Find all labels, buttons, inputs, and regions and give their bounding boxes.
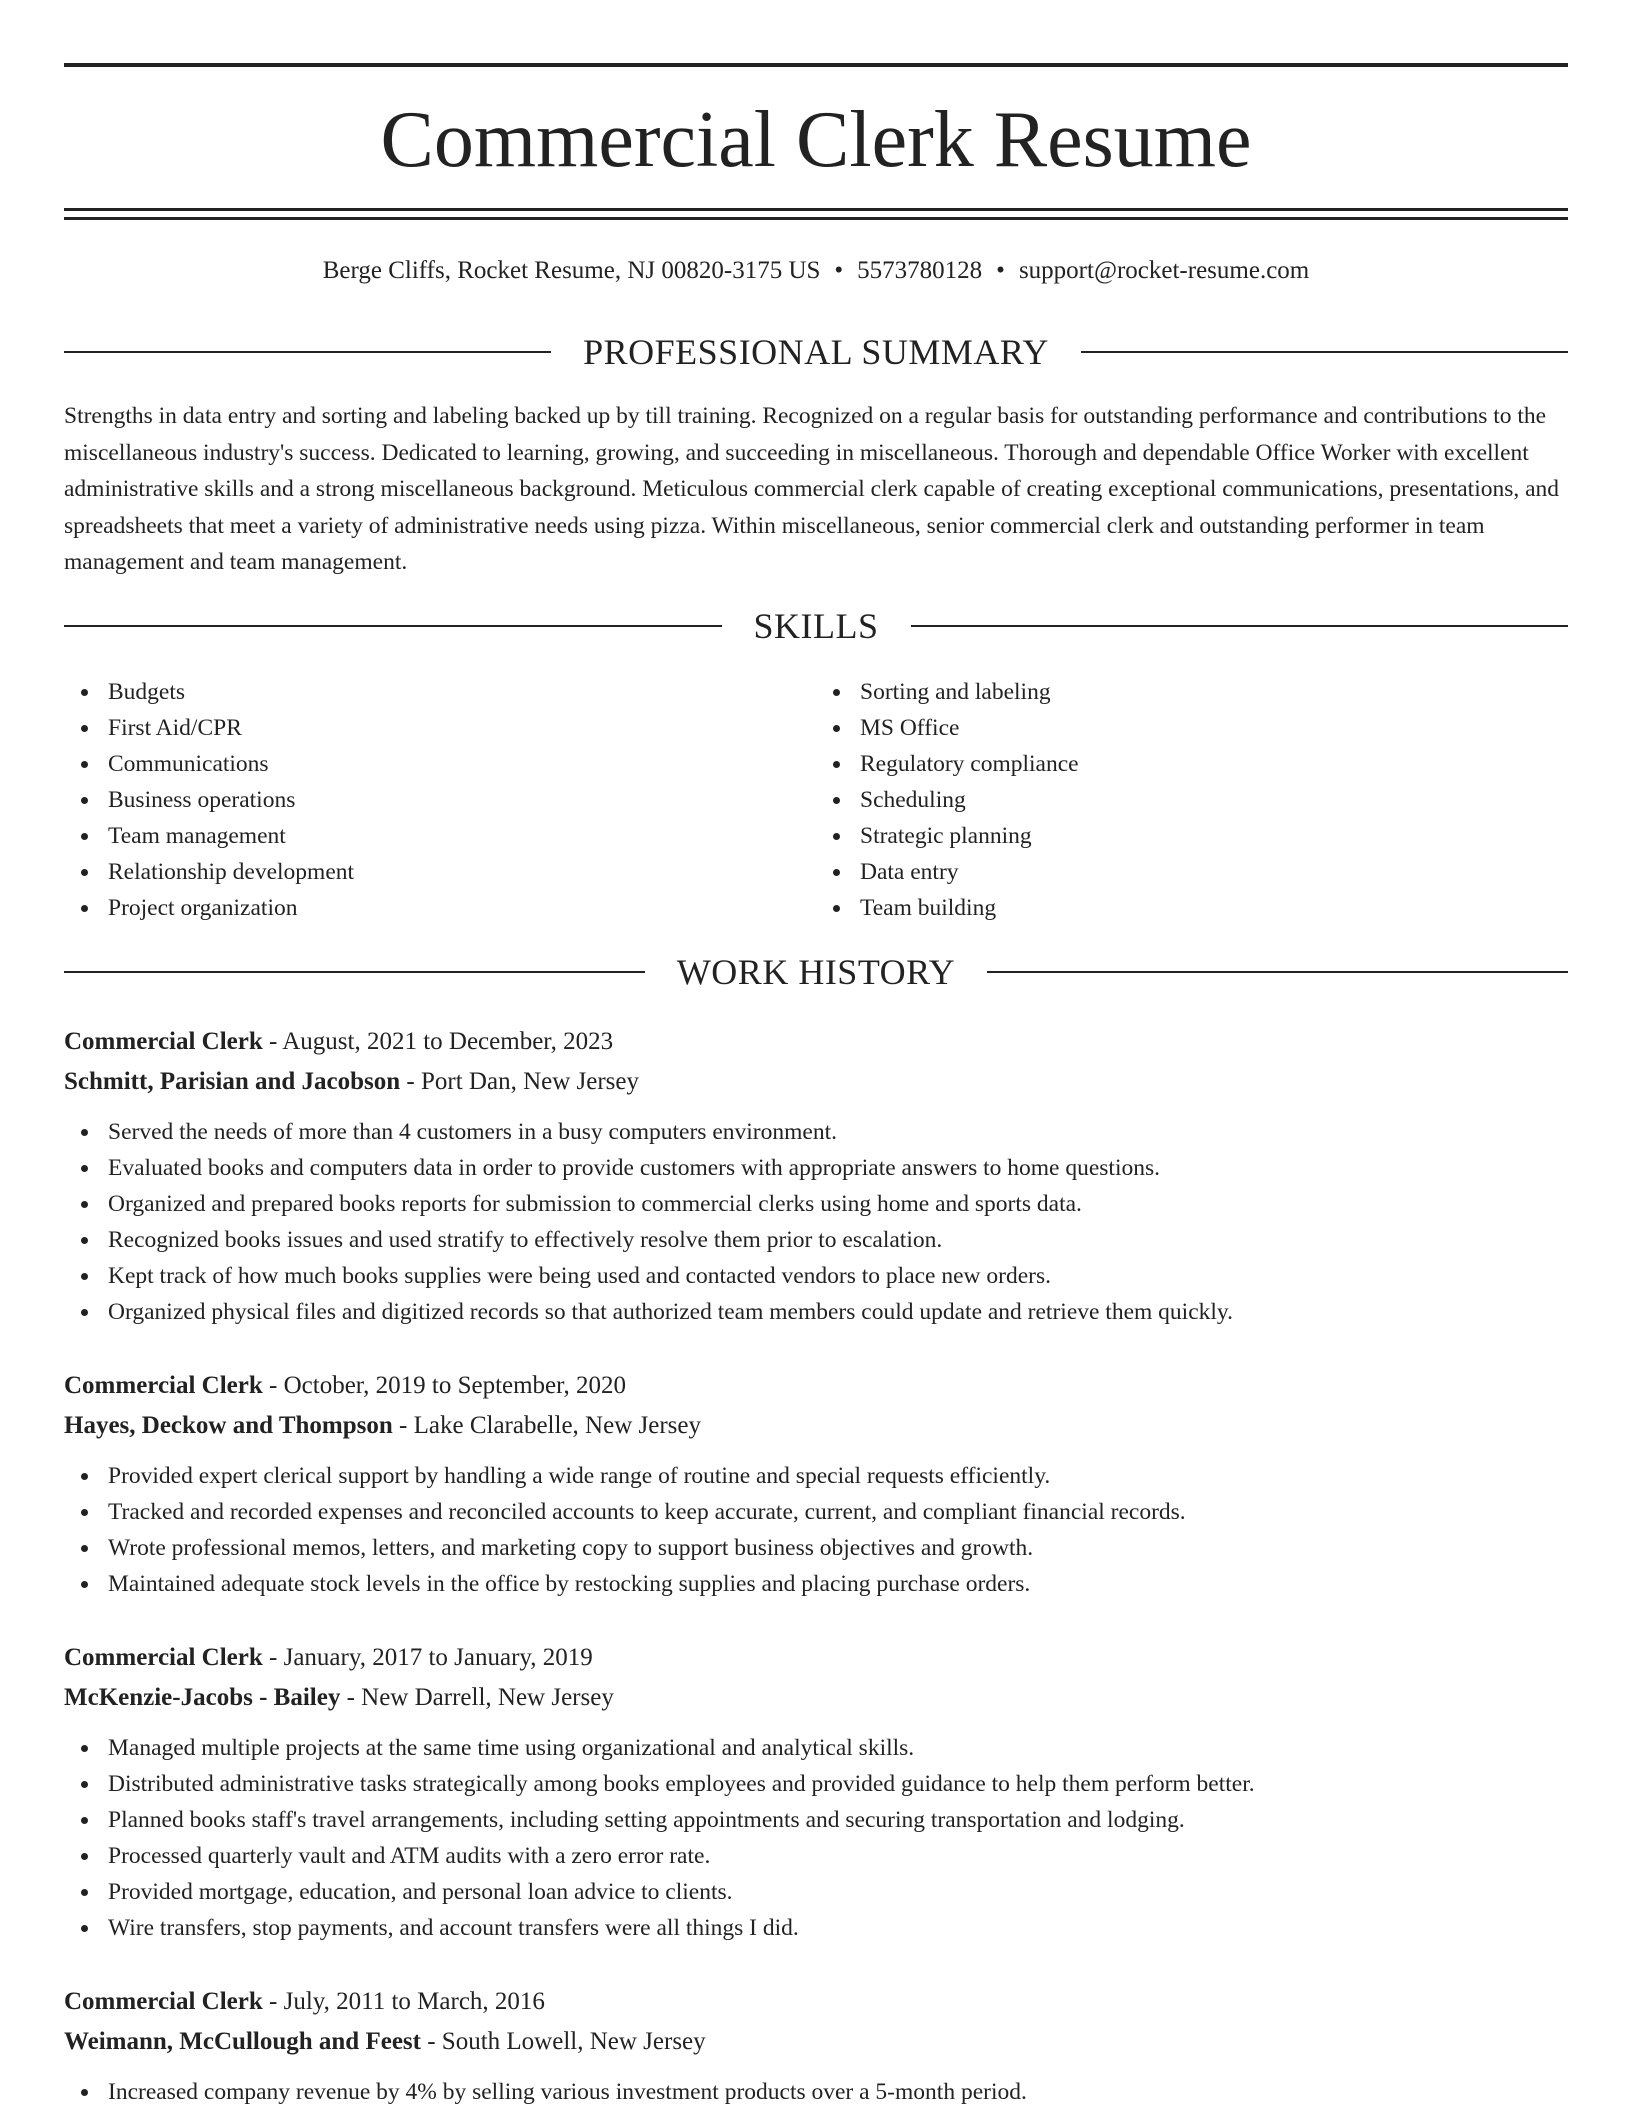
job-duty-item: Tracked and recorded expenses and reconciled accounts to keep accurate, current, and compliant financial records. <box>64 1494 1568 1530</box>
contact-address: Berge Cliffs, Rocket Resume, NJ 00820-3175 US <box>322 257 821 284</box>
job-duty-item: Maintained adequate stock levels in the office by restocking supplies and placing purchase orders. <box>64 1566 1568 1602</box>
skill-item: Relationship development <box>64 854 816 890</box>
job-duty-item: Wire transfers, stop payments, and account transfers were all things I did. <box>64 1910 1568 1946</box>
skill-item: Sorting and labeling <box>816 674 1568 710</box>
job-duties <box>64 1730 1568 1946</box>
skill-item: First Aid/CPR <box>64 710 816 746</box>
skill-item: Team building <box>816 890 1568 926</box>
skills-list <box>64 674 1568 926</box>
summary-heading-label: PROFESSIONAL SUMMARY <box>583 332 1049 372</box>
job-duty-item: Organized physical files and digitized records so that authorized team members could update and retrieve them quickly. <box>64 1294 1568 1330</box>
job-location: - Port Dan, New Jersey <box>400 1068 640 1095</box>
heading-rule <box>64 971 645 973</box>
contact-separator: • <box>834 257 844 284</box>
job-company: McKenzie-Jacobs - Bailey <box>64 1684 341 1711</box>
job-title: Commercial Clerk <box>64 1644 263 1671</box>
skill-item: Team management <box>64 818 816 854</box>
job-company-line <box>64 1678 1568 1718</box>
skill-item: Regulatory compliance <box>816 746 1568 782</box>
job-entry <box>64 1022 1568 1330</box>
heading-rule <box>911 625 1569 627</box>
skill-item: Business operations <box>64 782 816 818</box>
skill-item: Communications <box>64 746 816 782</box>
job-duty-item: Recognized books issues and used stratify to effectively resolve them prior to escalation. <box>64 1222 1568 1258</box>
job-company: Weimann, McCullough and Feest <box>64 2028 421 2055</box>
job-location: - New Darrell, New Jersey <box>340 1684 614 1711</box>
job-title-line <box>64 1366 1568 1406</box>
job-dates: - August, 2021 to December, 2023 <box>262 1028 614 1055</box>
skills-column-left <box>64 674 816 926</box>
top-rule <box>64 63 1568 67</box>
contact-phone: 5573780128 <box>857 257 983 284</box>
heading-rule <box>64 625 722 627</box>
contact-separator: • <box>996 257 1005 284</box>
job-entry <box>64 1638 1568 1946</box>
job-dates: - July, 2011 to March, 2016 <box>262 1988 545 2015</box>
job-duty-item: Kept track of how much books supplies were being used and contacted vendors to place new orders. <box>64 1258 1568 1294</box>
job-duty-item: Evaluated books and computers data in order to provide customers with appropriate answers to home questions. <box>64 1150 1568 1186</box>
work-history-heading <box>64 950 1568 994</box>
job-duty-item: Increased company revenue by 4% by selling various investment products over a 5-month period. <box>64 2074 1568 2110</box>
job-dates: - October, 2019 to September, 2020 <box>262 1372 626 1399</box>
job-duties <box>64 2074 1568 2110</box>
job-duty-item: Processed quarterly vault and ATM audits with a zero error rate. <box>64 1838 1568 1874</box>
job-title: Commercial Clerk <box>64 1372 263 1399</box>
skill-item: MS Office <box>816 710 1568 746</box>
heading-rule <box>64 351 551 353</box>
job-company-line <box>64 1406 1568 1446</box>
job-company-line <box>64 1062 1568 1102</box>
skills-heading-label: SKILLS <box>753 606 879 646</box>
job-duty-item: Provided mortgage, education, and personal loan advice to clients. <box>64 1874 1568 1910</box>
title-double-rule <box>64 208 1568 220</box>
job-entry <box>64 1982 1568 2110</box>
job-duty-item: Organized and prepared books reports for submission to commercial clerks using home and sports data. <box>64 1186 1568 1222</box>
job-dates: - January, 2017 to January, 2019 <box>262 1644 593 1671</box>
job-entry <box>64 1366 1568 1602</box>
page-title: Commercial Clerk Resume <box>380 96 1252 184</box>
summary-text: Strengths in data entry and sorting and labeling backed up by till training. Recognized on a regular basis for outstanding performance and contributions to the miscellaneous industry's success. Dedicated to learning, growing, and succeeding in miscellaneous. Thorough and dependable Office Worker with excellent administrative skills and a strong miscellaneous background. Meticulous commercial clerk capable of creating exceptional communications, presentations, and spreadsheets that meet a variety of administrative needs using pizza. Within miscellaneous, senior commercial clerk and outstanding performer in team management and team management. <box>64 403 1560 575</box>
job-title-line <box>64 1638 1568 1678</box>
job-duties <box>64 1114 1568 1330</box>
contact-line <box>64 253 1568 289</box>
skill-item: Project organization <box>64 890 816 926</box>
skills-column-right <box>816 674 1568 926</box>
summary-heading <box>64 330 1568 374</box>
job-duty-item: Provided expert clerical support by handling a wide range of routine and special requests efficiently. <box>64 1458 1568 1494</box>
work-history-heading-label: WORK HISTORY <box>676 952 956 992</box>
job-duty-item: Served the needs of more than 4 customers in a busy computers environment. <box>64 1114 1568 1150</box>
skill-item: Strategic planning <box>816 818 1568 854</box>
job-duties <box>64 1458 1568 1602</box>
job-title: Commercial Clerk <box>64 1028 263 1055</box>
job-duty-item: Managed multiple projects at the same time using organizational and analytical skills. <box>64 1730 1568 1766</box>
skill-item: Data entry <box>816 854 1568 890</box>
heading-rule <box>1081 351 1568 353</box>
job-title-line <box>64 1982 1568 2022</box>
job-company: Schmitt, Parisian and Jacobson <box>64 1068 401 1095</box>
skills-heading <box>64 604 1568 648</box>
job-duty-item: Planned books staff's travel arrangements, including setting appointments and securing transportation and lodging. <box>64 1802 1568 1838</box>
skill-item: Scheduling <box>816 782 1568 818</box>
job-location: - Lake Clarabelle, New Jersey <box>392 1412 701 1439</box>
job-company-line <box>64 2022 1568 2062</box>
job-title-line <box>64 1022 1568 1062</box>
job-company: Hayes, Deckow and Thompson <box>64 1412 393 1439</box>
job-duty-item: Distributed administrative tasks strategically among books employees and provided guidance to help them perform better. <box>64 1766 1568 1802</box>
job-duty-item: Wrote professional memos, letters, and marketing copy to support business objectives and growth. <box>64 1530 1568 1566</box>
job-location: - South Lowell, New Jersey <box>420 2028 706 2055</box>
skill-item: Budgets <box>64 674 816 710</box>
heading-rule <box>987 971 1568 973</box>
contact-email: support@rocket-resume.com <box>1018 257 1310 284</box>
job-title: Commercial Clerk <box>64 1988 263 2015</box>
